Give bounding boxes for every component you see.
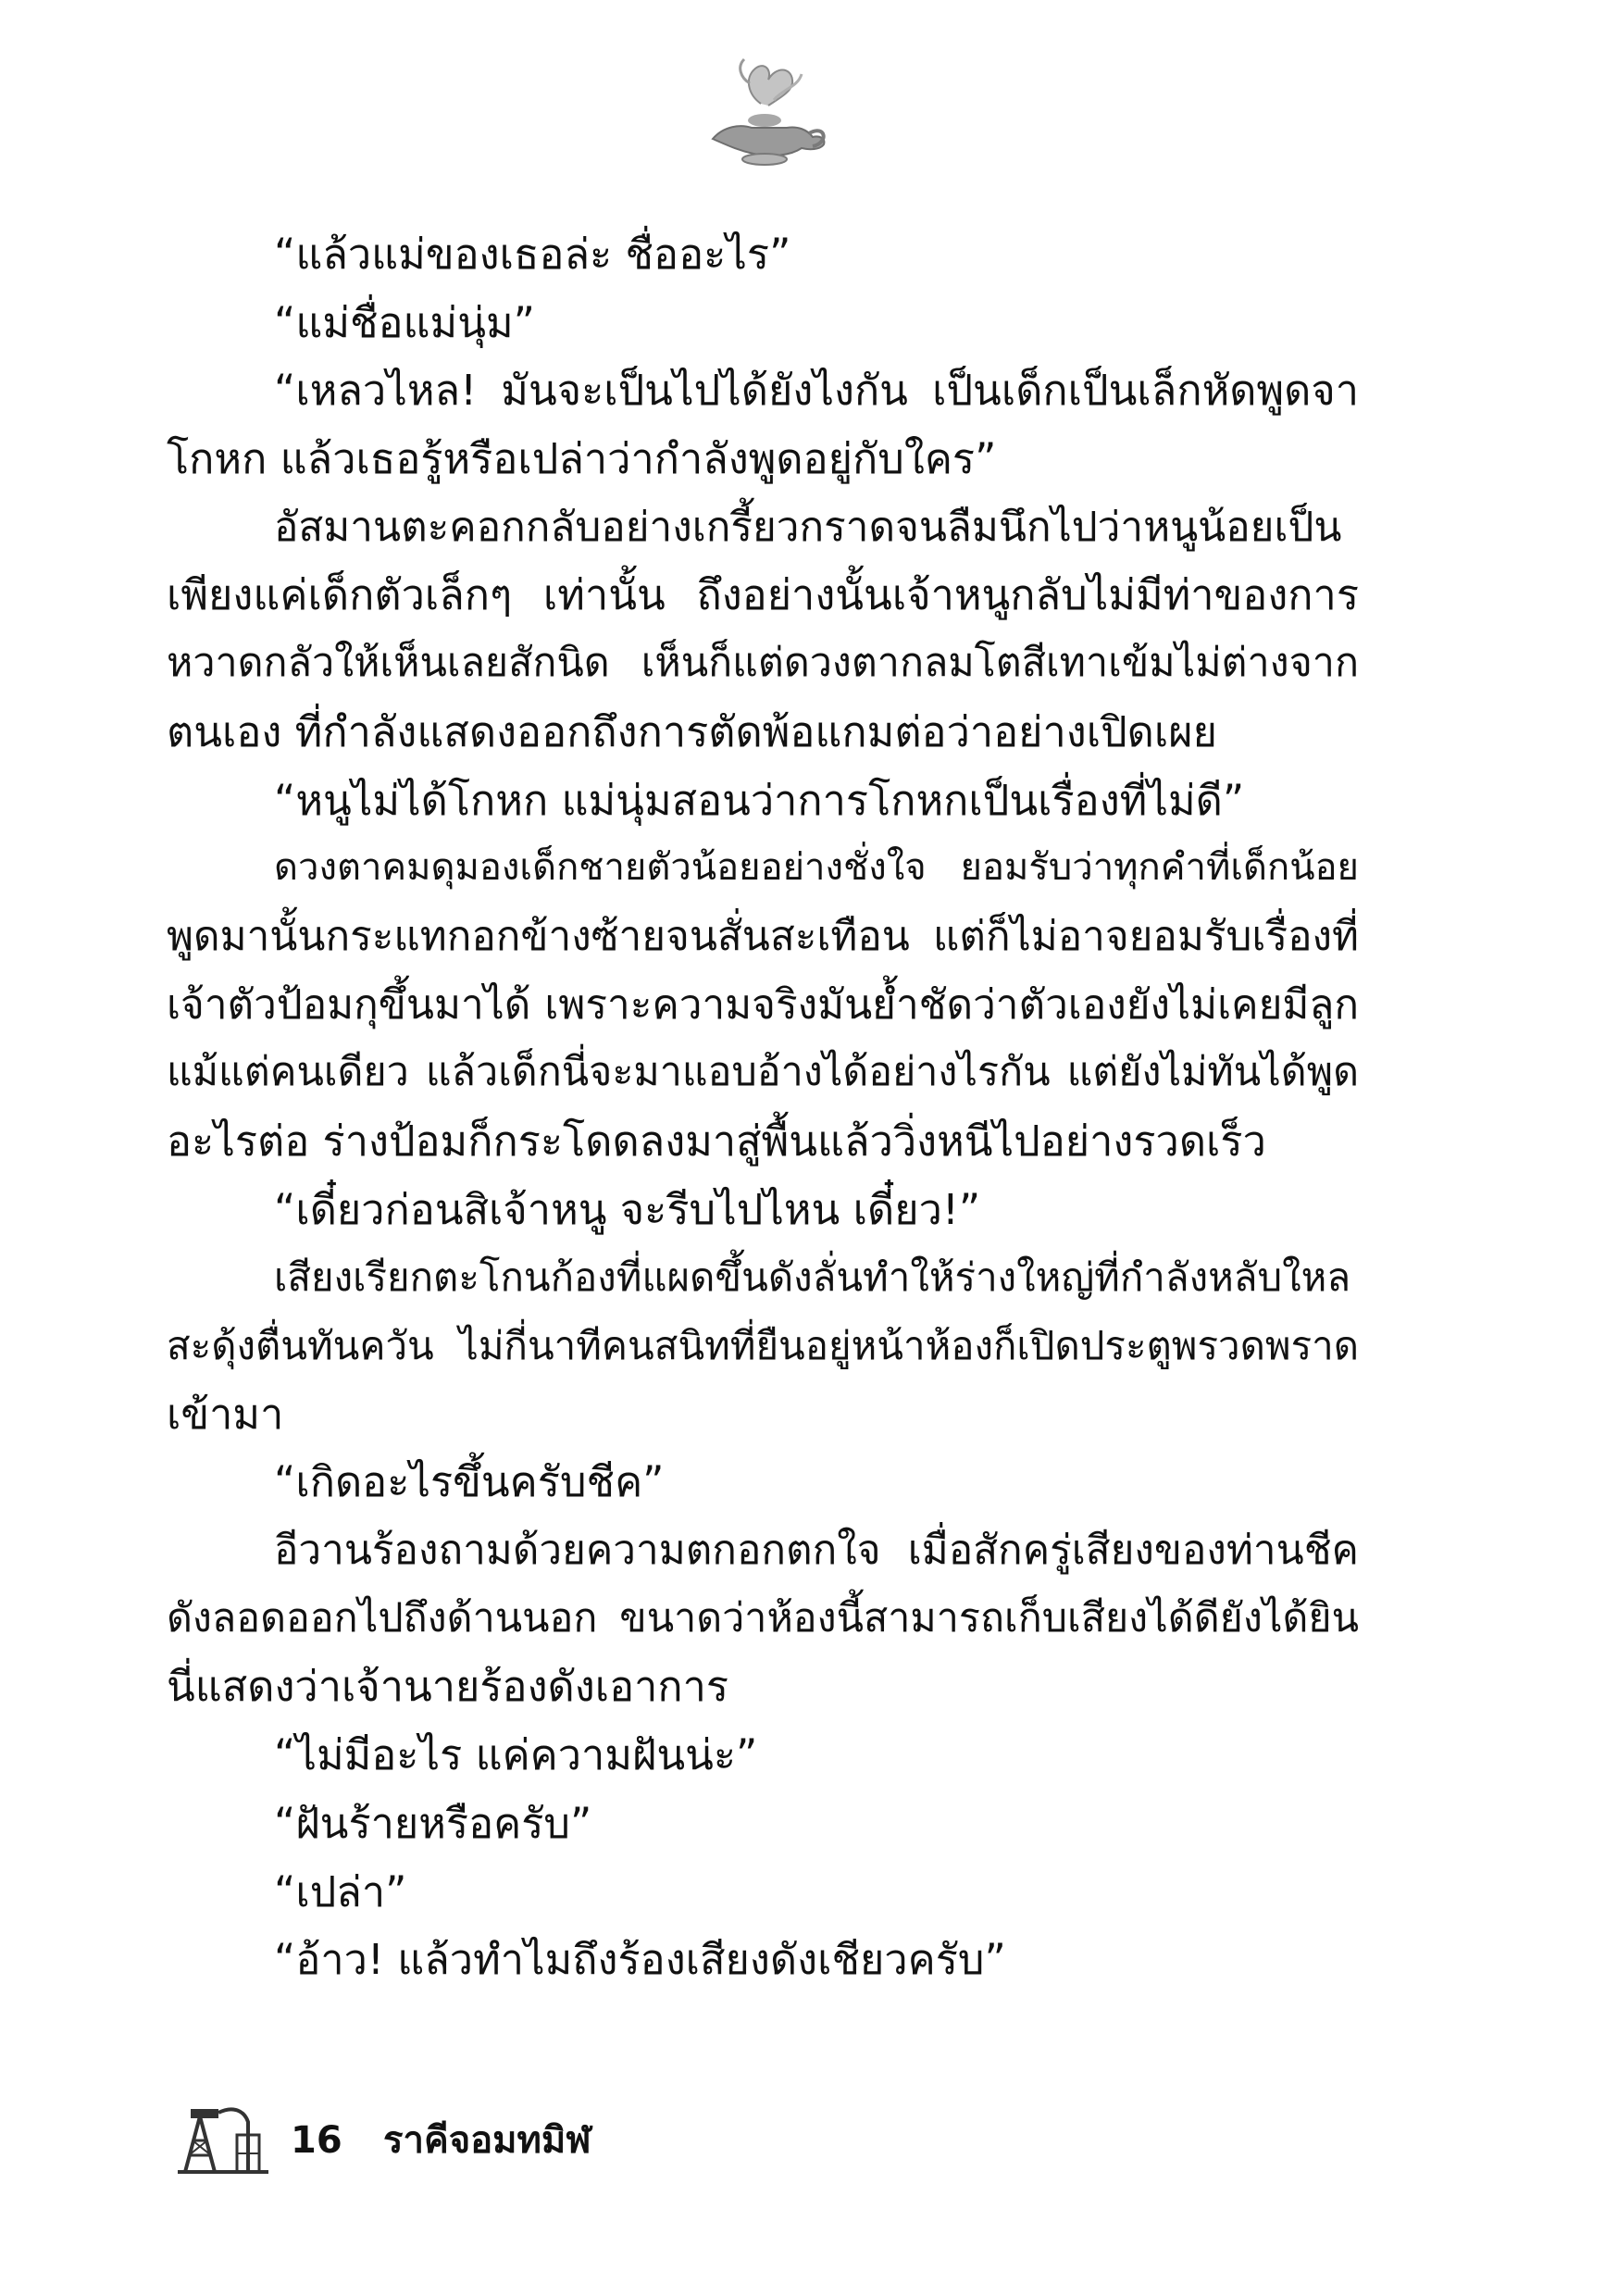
text-line: “เดี๋ยวก่อนสิเจ้าหนู จะรีบไปไหน เดี๋ยว!” (274, 1184, 981, 1234)
text-line: “เหลวไหล! มันจะเป็นไปได้ยังไงกัน เป็นเด็กเป็นเล็กหัดพูดจา (274, 366, 1359, 416)
text-line: “แล้วแม่ของเธอล่ะ ชื่ออะไร” (274, 230, 791, 279)
text-line: โกหก แล้วเธอรู้หรือเปล่าว่ากำลังพูดอยู่กับใคร” (167, 434, 997, 484)
text-line: เสียงเรียกตะโกนก้องที่แผดขึ้นดังลั่นทำให้ร่างใหญ่ที่กำลังหลับใหล (274, 1254, 1351, 1301)
text-line: สะดุ้งตื่นทันควัน ไม่กี่นาทีคนสนิทที่ยืนอยู่หน้าห้องก็เปิดประตูพรวดพราด (167, 1323, 1359, 1368)
text-line: อีวานร้องถามด้วยความตกอกตกใจ เมื่อสักครู่เสียงของท่านชีค (274, 1527, 1359, 1575)
text-line: “อ้าว! แล้วทำไมถึงร้องเสียงดังเชียวครับ” (274, 1935, 1006, 1985)
page-number: 16 (291, 2119, 342, 2162)
text-line: “ไม่มีอะไร แค่ความฝันน่ะ” (274, 1730, 758, 1780)
oil-derrick-icon (172, 2102, 274, 2176)
text-line: นี่แสดงว่าเจ้านายร้องดังเอาการ (167, 1662, 729, 1712)
text-line: เพียงแค่เด็กตัวเล็กๆ เท่านั้น ถึงอย่างนั้นเจ้าหนูกลับไม่มีท่าของการ (167, 570, 1359, 620)
text-line: “เกิดอะไรขึ้นครับชีค” (274, 1457, 665, 1507)
text-line: “เปล่า” (274, 1866, 407, 1916)
text-line: อะไรต่อ ร่างป้อมก็กระโดดลงมาสู่พื้นแล้ววิ่งหนีไปอย่างรวดเร็ว (167, 1116, 1266, 1166)
text-line: “หนูไม่ได้โกหก แม่นุ่มสอนว่าการโกหกเป็นเรื่องที่ไม่ดี” (274, 775, 1245, 825)
text-line: “ฝันร้ายหรือครับ” (274, 1798, 592, 1848)
text-line: พูดมานั้นกระแทกอกข้างซ้ายจนสั่นสะเทือน แต่ก็ไม่อาจยอมรับเรื่องที่ (167, 912, 1359, 960)
book-title: ราคีจอมทมิฬ (383, 2119, 591, 2162)
body-text (167, 220, 1359, 1994)
magic-lamp-ornament-icon (694, 46, 833, 176)
text-line: เจ้าตัวป้อมกุขึ้นมาได้ เพราะความจริงมันย้ำชัดว่าตัวเองยังไม่เคยมีลูก (167, 980, 1359, 1029)
page-footer (172, 2102, 728, 2176)
text-line: “แม่ชื่อแม่นุ่ม” (274, 297, 535, 347)
text-line: เข้ามา (167, 1389, 284, 1439)
text-line: ตนเอง ที่กำลังแสดงออกถึงการตัดพ้อแกมต่อว่าอย่างเปิดเผย (167, 706, 1218, 756)
text-line: อัสมานตะคอกกลับอย่างเกรี้ยวกราดจนลืมนึกไปว่าหนูน้อยเป็น (274, 503, 1342, 551)
text-line: หวาดกลัวให้เห็นเลยสักนิด เห็นก็แต่ดวงตากลมโตสีเทาเข้มไม่ต่างจาก (167, 640, 1359, 687)
text-line: แม้แต่คนเดียว แล้วเด็กนี่จะมาแอบอ้างได้อย่างไรกัน แต่ยังไม่ทันได้พูด (167, 1049, 1359, 1096)
text-line: ดังลอดออกไปถึงด้านนอก ขนาดว่าห้องนี้สามารถเก็บเสียงได้ดียังได้ยิน (167, 1594, 1359, 1641)
text-line: ดวงตาคมดุมองเด็กชายตัวน้อยอย่างชั่งใจ ยอมรับว่าทุกคำที่เด็กน้อย (274, 846, 1359, 890)
